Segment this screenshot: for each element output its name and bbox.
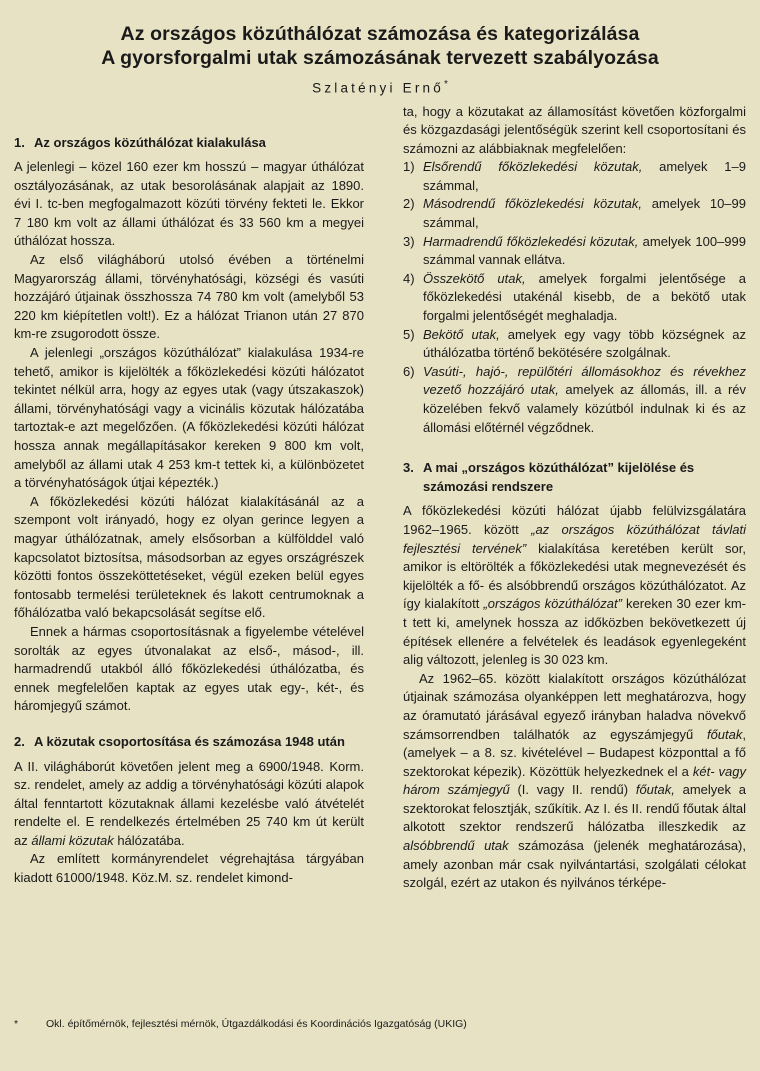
footnote	[14, 1018, 467, 1030]
section-heading-2	[14, 733, 364, 752]
list-item: 6) Vasúti-, hajó-, repülőtéri állomásokhoz és révekhez vezető hozzájáró utak, amelyek az állomás, ill. a rév közelében fekvő valamely közútból indulnak ki és az állomási előtérnél végződnek.	[403, 363, 747, 435]
paragraph: A főközlekedési közúti hálózat kialakításánál az a szempont volt irányadó, hogy ez olyan gerince legyen a magyar úthálózatnak, amely elsősorban a külfölddel való kapcsolatot biztosítsa, másodsorban az egyes országrészek közötti fontos összeköttetéseket, végül ezeken belül egyes fontosabb termelési területeknek és lakott centrumoknak a főhálózatba való bekapcsolását segítse elő.	[14, 493, 364, 621]
author-name: Szlatényi Ernő	[312, 80, 444, 96]
paragraph: Ennek a hármas csoportosításnak a figyelembe vételével sorolták az egyes útvonalakat az első-, másod-, ill. harmadrendű utakból álló főközlekedési úthálózatba, és ennek megfelelően kaptak az egyes utak egy-, két-, és háromjegyű számot.	[14, 623, 364, 714]
list-item: 5) Bekötő utak, amelyek egy vagy több községnek az úthálózatba történő bekötésére szolgálnak.	[403, 326, 746, 361]
section-heading-1	[14, 134, 364, 153]
section-heading-3	[403, 459, 746, 496]
footnote-mark: *	[14, 1018, 19, 1030]
author-footnote-mark: *	[443, 79, 448, 90]
paragraph: A főközlekedési közúti hálózat újabb felülvizsgálatára 1962–1965. között „az országos közúthálózat távlati fejlesztési tervének” kialakítása keretében került sor, amikor is eltörölték a főközlekedési utak megnevezését és kijelölték a fő- és alsóbbrendű országos közúthálózatot. Az így kialakított „országos közúthálózat” kereken 30 ezer km-t tett ki, amelynek hossza az időközben bekövetkezett új építések ellenére a felvételek és leadások egyenlegeként alig változott, jelenleg is 30 023 km.	[403, 503, 746, 668]
list-item: 4) Összekötő utak, amelyek forgalmi jelentősége a főközlekedési utakénál kisebb, de a bekötő utak forgalmi jelentőségét meghaladja.	[403, 270, 746, 324]
paragraph: Az említett kormányrendelet végrehajtása tárgyában kiadott 61000/1948. Köz.M. sz. rendelet kimond-	[14, 851, 364, 886]
article-title	[14, 22, 746, 70]
list-item: 2) Másodrendű főközlekedési közutak, amelyek 10–99 számmal,	[403, 196, 746, 231]
paragraph: A jelenlegi „országos közúthálózat” kialakulása 1934-re tehető, amikor is kijelölték a főközlekedési közúti hálózatot tekintet nélkül arra, hogy az egyes utak (vagy útszakaszok) állami, törvényhatósági vagy a vicinális közutak hálózatába tartoztak-e azt megelőzően. (A főközlekedési közúti hálózat hossza annak megállapításakor kereken 9 800 km volt, amelyből az állami utak 4 253 km-t tettek ki, a különbözetet a törvényhatóságok útjai képezték.)	[14, 345, 364, 491]
category-list	[403, 158, 746, 437]
article-body	[14, 103, 747, 893]
right-column	[403, 103, 746, 893]
section-number: 3.	[403, 460, 414, 476]
paragraph: ta, hogy a közutakat az államosítást követően közforgalmi és közgazdasági jelentőségük szerint kell csoportosítani és számozni az alábbiaknak megfelelően:	[403, 103, 746, 156]
section-title: Az országos közúthálózat kialakulása	[34, 134, 266, 150]
list-item: 3) Harmadrendű főközlekedési közutak, amelyek 100–999 számmal vannak ellátva.	[403, 233, 746, 268]
paragraph: Az 1962–65. között kialakított országos közúthálózat útjainak számozása olyanképpen lett meghatározva, hogy az óramutató járásával egyező irányban haladva növekvő számsorrendben találhatók az egyszámjegyű főutak, (amelyek – a 8. sz. kivételével – Budapest központtal a fő szektorokat képezik). Közöttük helyezkednek el a két- vagy három számjegyű (I. vagy II. rendű) főutak, amelyek a szektorokat felosztják, szűkítik. Az I. és II. rendű főutak által alkotott szektor rendszerű hálózatba illeszkedik az alsóbbrendű utak számozása (jelenék meghatározása), amely azonban már csak nyilvántartási, szolgálati célokat szolgál, ezért az utakon és nyilvános térképe-	[403, 670, 746, 891]
paragraph: Az első világháború utolsó évében a történelmi Magyarország állami, törvényhatósági, községi és vasúti hozzájáró útjainak összhossza 74 780 km volt (amelyből 53 220 km kiépítetlen volt!). Ez a hálózat Trianon után 27 870 km-re zsugorodott össze.	[14, 252, 364, 342]
paragraph: A jelenlegi – közel 160 ezer km hosszú – magyar úthálózat osztályozásának, az utak besorolásának alapjait az 1890. évi I. tc-ben megfogalmazott közúti törvény fekteti le. Ekkor 7 180 km volt az állami úthálózat és 33 560 km a megyei úthálózat hossza.	[14, 159, 364, 249]
paragraph: A II. világháborút követően jelent meg a 6900/1948. Korm. sz. rendelet, amely az addig a törvényhatósági közúti alapok által fenntartott közutaknak állami kezelésbe való átvételét rendelte el. E rendelkezés értelmében 25 740 km út került az állami közutak hálózatába.	[14, 758, 364, 848]
left-column	[14, 134, 364, 893]
section-number: 1.	[14, 134, 25, 150]
section-number: 2.	[14, 733, 25, 749]
author	[14, 79, 746, 96]
title-line-1: Az országos közúthálózat számozása és kategorizálása	[120, 23, 640, 45]
section-title: A mai „országos közúthálózat” kijelölése és számozási rendszere	[423, 460, 695, 494]
list-item: 1) Elsőrendű főközlekedési közutak, amelyek 1–9 számmal,	[403, 159, 746, 193]
footnote-text: Okl. építőmérnök, fejlesztési mérnök, Útgazdálkodási és Koordinációs Igazgatóság (UKIG)	[46, 1018, 467, 1030]
title-line-2: A gyorsforgalmi utak számozásának tervezett szabályozása	[101, 47, 659, 69]
section-title: A közutak csoportosítása és számozása 1948 után	[34, 733, 345, 749]
